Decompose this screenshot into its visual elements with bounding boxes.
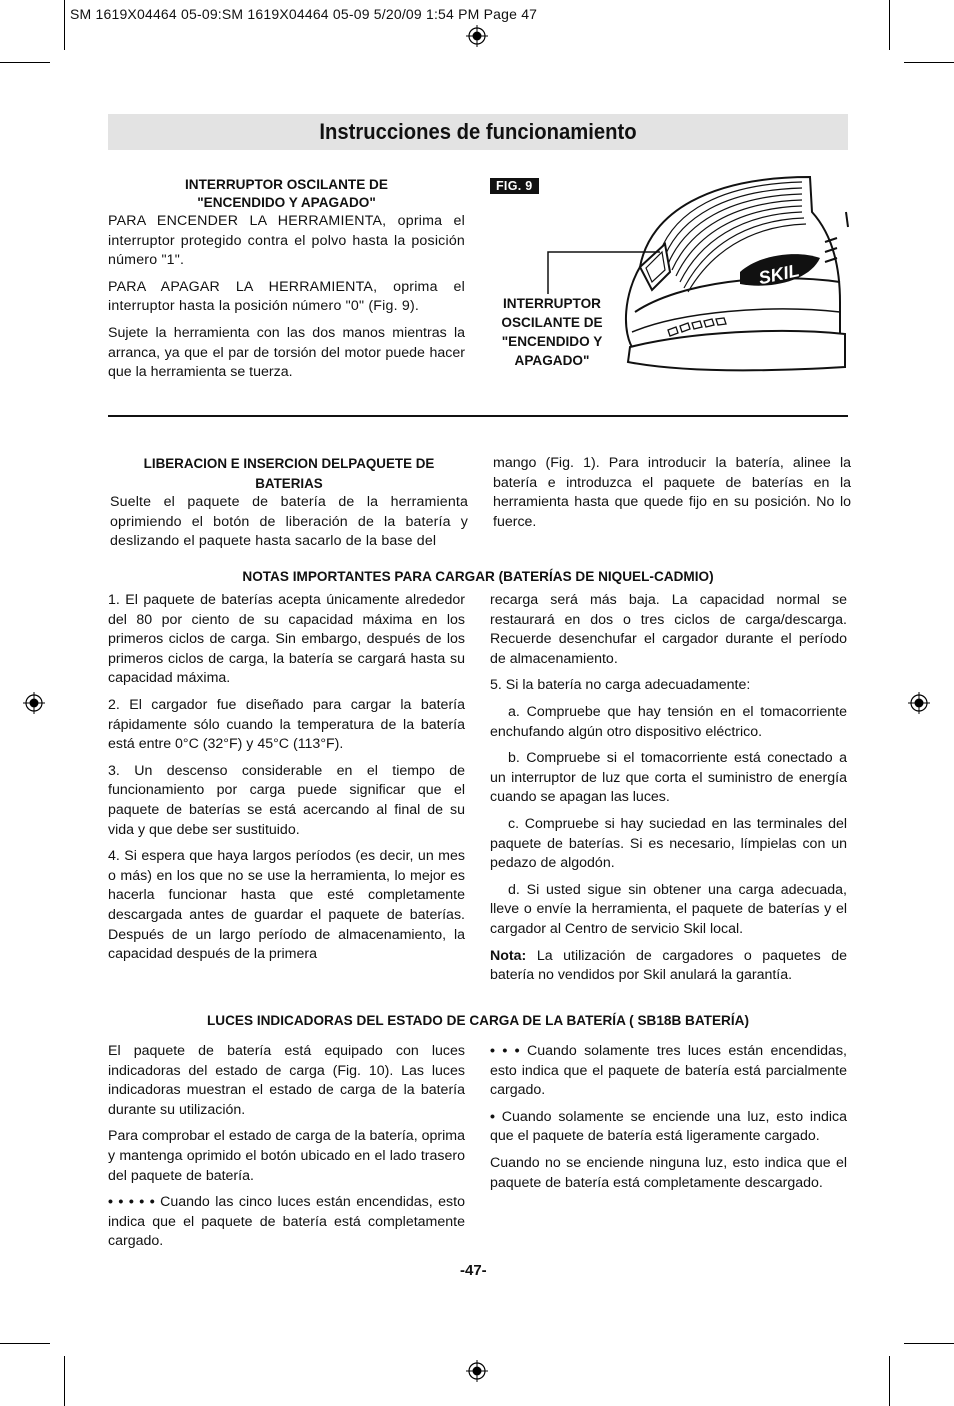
indicator-para-2: Para comprobar el estado de carga de la batería, oprima y mantenga oprimido el botón ubicado en el lado trasero del paquete de batería.: [108, 1128, 465, 1184]
indicator-right: [490, 1042, 847, 1200]
crop-mark: [0, 1343, 50, 1344]
three-lights-item: [490, 1042, 847, 1101]
one-light-item: [490, 1108, 847, 1147]
note-text: La utilización de cargadores o paquetes de batería no vendidos por Skil anulará la garantía.: [490, 947, 847, 984]
no-light-item: Cuando no se enciende ninguna luz, esto indica que el paquete de batería está completamente descargado.: [490, 1154, 847, 1191]
registration-mark-icon: [23, 692, 45, 714]
charging-note-5b: b. Compruebe si el tomacorriente está conectado a un interruptor de luz que corta el suministro de energía cuando se apagan las luces.: [490, 750, 847, 806]
charging-note-5c: c. Compruebe si hay suciedad en las terminales del paquete de baterías. Si es necesario, límpielas con un pedazo de algodón.: [490, 815, 847, 872]
charging-notes-left: [108, 591, 465, 972]
print-slug: SM 1619X04464 05-09:SM 1619X04464 05-09 5/20/09 1:54 PM Page 47: [70, 6, 538, 22]
switch-heading-line: "ENCENDIDO Y APAGADO": [197, 195, 376, 210]
switch-heading: [108, 176, 465, 212]
switch-on-paragraph: PARA ENCENDER LA HERRAMIENTA, oprima el interruptor protegido contra el polvo hasta la posición número "1".: [108, 213, 465, 269]
charging-note-5a: a. Compruebe que hay tensión en el tomacorriente enchufando algún otro dispositivo eléctrico.: [490, 703, 847, 740]
charging-note-5: 5. Si la batería no carga adecuadamente:: [490, 677, 751, 694]
crop-mark: [889, 1356, 890, 1406]
registration-mark-icon: [466, 1360, 488, 1382]
switch-off-paragraph: PARA APAGAR LA HERRAMIENTA, oprima el interruptor hasta la posición número "0" (Fig. 9).: [108, 278, 465, 315]
indicator-left: [108, 1042, 465, 1259]
registration-mark-icon: [466, 25, 488, 47]
crop-mark: [904, 62, 954, 63]
one-bullet-icon: •: [490, 1108, 495, 1125]
three-bullets-icon: • • •: [490, 1043, 520, 1059]
crop-mark: [64, 1356, 65, 1406]
crop-mark: [889, 0, 890, 50]
registration-mark-icon: [908, 692, 930, 714]
switch-hold-paragraph: Sujete la herramienta con las dos manos mientras la arranca, ya que el par de torsión del motor puede hacer que la herramienta se tuerza.: [108, 324, 465, 381]
section-divider: [108, 415, 848, 417]
figure-caption: [488, 294, 616, 370]
charging-note-2: 2. El cargador fue diseñado para cargar la batería rápidamente sólo cuando la temperatura de la batería está entre 0°C (32°F) y 45°C (113°F).: [108, 696, 465, 753]
charging-note-5d: d. Si usted sigue sin obtener una carga adecuada, lleve o envíe la herramienta, el paquete de baterías y el cargador al Centro de servicio Skil local.: [490, 881, 847, 937]
indicator-para-1: El paquete de batería está equipado con luces indicadoras del estado de carga (Fig. 10). Las luces indicadoras muestran el estado de carga de la batería durante su utilización.: [108, 1043, 465, 1118]
one-light-text: Cuando solamente se enciende una luz, esto indica que el paquete de batería está ligeramente cargado.: [490, 1108, 847, 1145]
title-bar: [108, 114, 848, 150]
battery-release-heading: LIBERACION E INSERCION DELPAQUETE DE BATERIAS: [143, 456, 435, 491]
charging-note-4-continued: recarga será más baja. La capacidad normal se restaurará en dos o tres ciclos de carga/descarga. Recuerde desenchufar el cargador durante el período de almacenamiento.: [490, 592, 847, 667]
caption-line: "ENCENDIDO Y: [501, 334, 603, 349]
caption-line: OSCILANTE DE: [501, 315, 603, 330]
figure-badge: FIG. 9: [490, 178, 539, 194]
crop-mark: [904, 1343, 954, 1344]
five-lights-item: [108, 1193, 465, 1252]
battery-release-text: Suelte el paquete de batería de la herramienta oprimiendo el botón de liberación de la batería y deslizando el paquete hasta sacarlo de la base del: [110, 494, 468, 550]
crop-mark: [0, 62, 50, 63]
note-label: Nota:: [490, 947, 527, 964]
indicator-heading: LUCES INDICADORAS DEL ESTADO DE CARGA DE LA BATERÍA ( SB18B BATERÍA): [206, 1013, 749, 1028]
five-bullets-icon: • • • • •: [108, 1194, 155, 1211]
switch-body: [108, 212, 465, 383]
page-title: Instrucciones de funcionamiento: [319, 119, 637, 144]
crop-mark: [64, 0, 65, 50]
charging-note-4: 4. Si espera que haya largos períodos (es decir, un mes o más) en los que no se use la herramienta, lo mejor es hacerla funcionar hasta que esté completamente descargada antes de guardar el paquete de baterías. Después de un largo período de almacenamiento, la capacidad después de la primera: [108, 848, 465, 963]
charging-note-3: 3. Un descenso considerable en el tiempo de funcionamiento por carga puede significar que el paquete de baterías se está acercando al final de su vida y que debe ser sustituido.: [108, 762, 465, 838]
charging-note-1: 1. El paquete de baterías acepta únicamente alrededor del 80 por ciento de su capacidad máxima en los primeros ciclos de carga. Sin embargo, después de los primeros ciclos de carga, la batería se cargará hasta su capacidad máxima.: [108, 592, 465, 687]
three-lights-text: Cuando solamente tres luces están encendidas, esto indica que el paquete de batería está parcialmente cargado.: [490, 1043, 847, 1099]
charging-notes-right: [490, 591, 847, 993]
page-number: -47-: [460, 1262, 487, 1279]
caption-line: APAGADO": [514, 353, 590, 368]
five-lights-text: Cuando las cinco luces están encendidas, esto indica que el paquete de batería está completamente cargado.: [108, 1194, 465, 1250]
battery-release-left: [110, 454, 468, 552]
battery-release-right: mango (Fig. 1). Para introducir la batería, alinee la batería e introduzca el paquete de baterías en la herramienta hasta que quede fijo en su posición. No lo fuerce.: [493, 455, 851, 530]
switch-section: [108, 176, 465, 390]
switch-heading-line: INTERRUPTOR OSCILANTE DE: [185, 177, 388, 192]
charging-notes-heading: NOTAS IMPORTANTES PARA CARGAR (BATERÍAS DE NIQUEL-CADMIO): [242, 569, 714, 584]
warranty-note: [490, 947, 847, 986]
brand-logo: SKIL: [756, 260, 802, 289]
caption-line: INTERRUPTOR: [503, 296, 601, 311]
